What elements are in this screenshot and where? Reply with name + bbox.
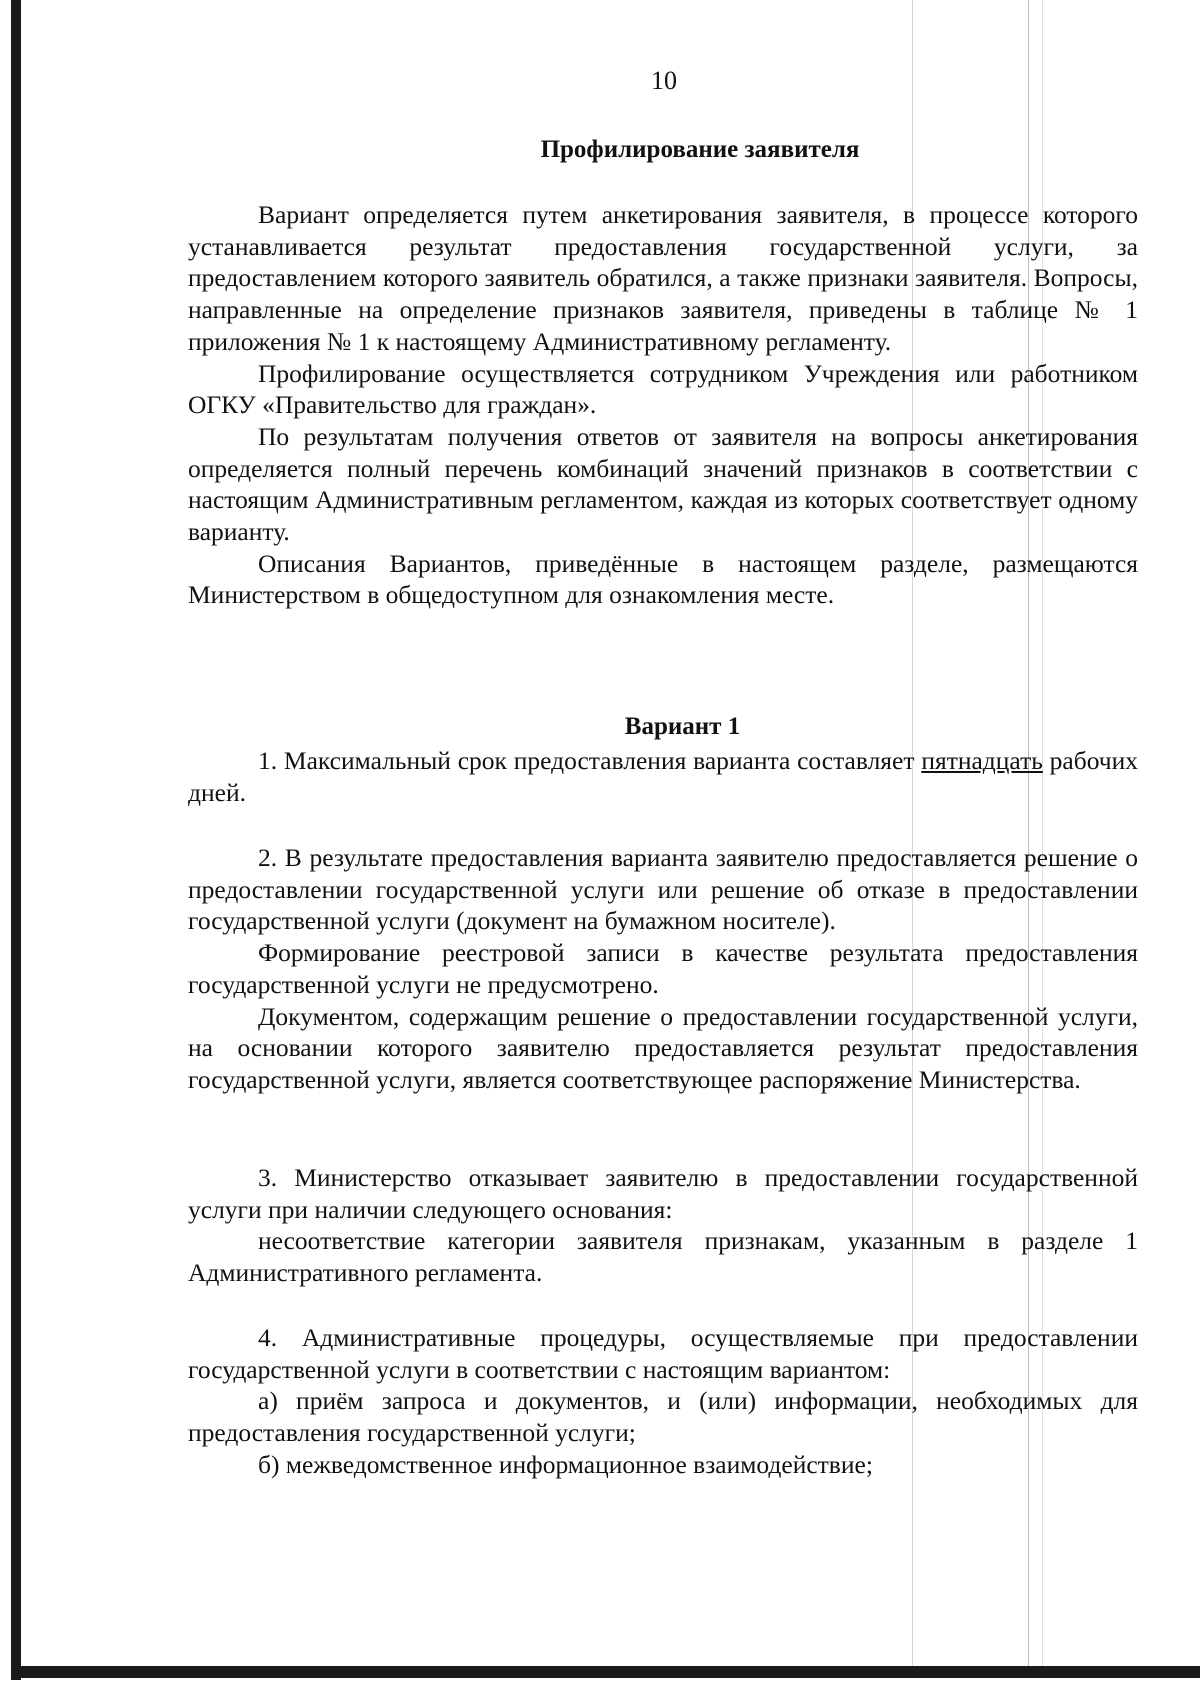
item-1-lead: 1. Максимальный срок предоставления варианта составляет [258,746,915,775]
paragraph: По результатам получения ответов от заявителя на вопросы анкетирования определяется полный перечень комбинаций значений признаков в соответствии с настоящим Административным регламентом, каждая из которых соответствует одному варианту. [188,421,1138,547]
section-title-variant-1: Вариант 1 [624,713,741,740]
item-1-tail: рабочих дней. [188,746,1139,807]
paragraph: а) приём запроса и документов, и (или) информации, необходимых для предоставления государственной услуги; [188,1386,1138,1448]
paragraph: Вариант определяется путем анкетирования заявителя, в процессе которого устанавливается результат предоставления государственной услуги, за предоставлением которого заявитель обратился, а также признаки заявителя. Вопросы, направленные на определение признаков заявителя, приведены в таблице № 1 приложения № 1 к настоящему Административному регламенту. [188,200,1138,356]
page-number: 10 [651,66,677,95]
paragraph [188,745,1138,808]
item-3 [188,1162,1138,1289]
paragraph: б) межведомственное информационное взаимодействие; [258,1449,873,1479]
item-1 [188,745,1138,808]
paragraph: Формирование реестровой записи в качестве результата предоставления государственной услуги не предусмотрено. [188,938,1138,999]
paragraph: 4. Административные процедуры, осуществляемые при предоставлении государственной услуги в соответствии с настоящим вариантом: [188,1323,1138,1384]
paragraph: 3. Министерство отказывает заявителю в предоставлении государственной услуги при наличии следующего основания: [188,1163,1138,1224]
section-title-profiling: Профилирование заявителя [540,136,860,163]
scan-edge-left [11,0,21,1680]
item-1-term: пятнадцать [921,746,1043,775]
paragraph: 2. В результате предоставления варианта заявителю предоставляется решение о предоставлении государственной услуги или решение об отказе в предоставлении государственной услуги (документ на бумажном носителе). [188,843,1138,936]
paragraph: Описания Вариантов, приведённые в настоящем разделе, размещаются Министерством в общедоступном для ознакомления месте. [188,548,1138,610]
paragraph: Документом, содержащим решение о предоставлении государственной услуги, на основании которого заявителю предоставляется результат предоставления государственной услуги, является соответствующее распоряжение Министерства. [188,1001,1138,1094]
section-profiling-body [188,199,1138,611]
scan-edge-bottom [11,1666,1200,1678]
item-4 [188,1322,1138,1481]
paragraph: несоответствие категории заявителя признакам, указанным в разделе 1 Административного регламента. [188,1226,1138,1288]
item-2 [188,842,1138,1096]
paragraph: Профилирование осуществляется сотрудником Учреждения или работником ОГКУ «Правительство для граждан». [188,358,1138,420]
